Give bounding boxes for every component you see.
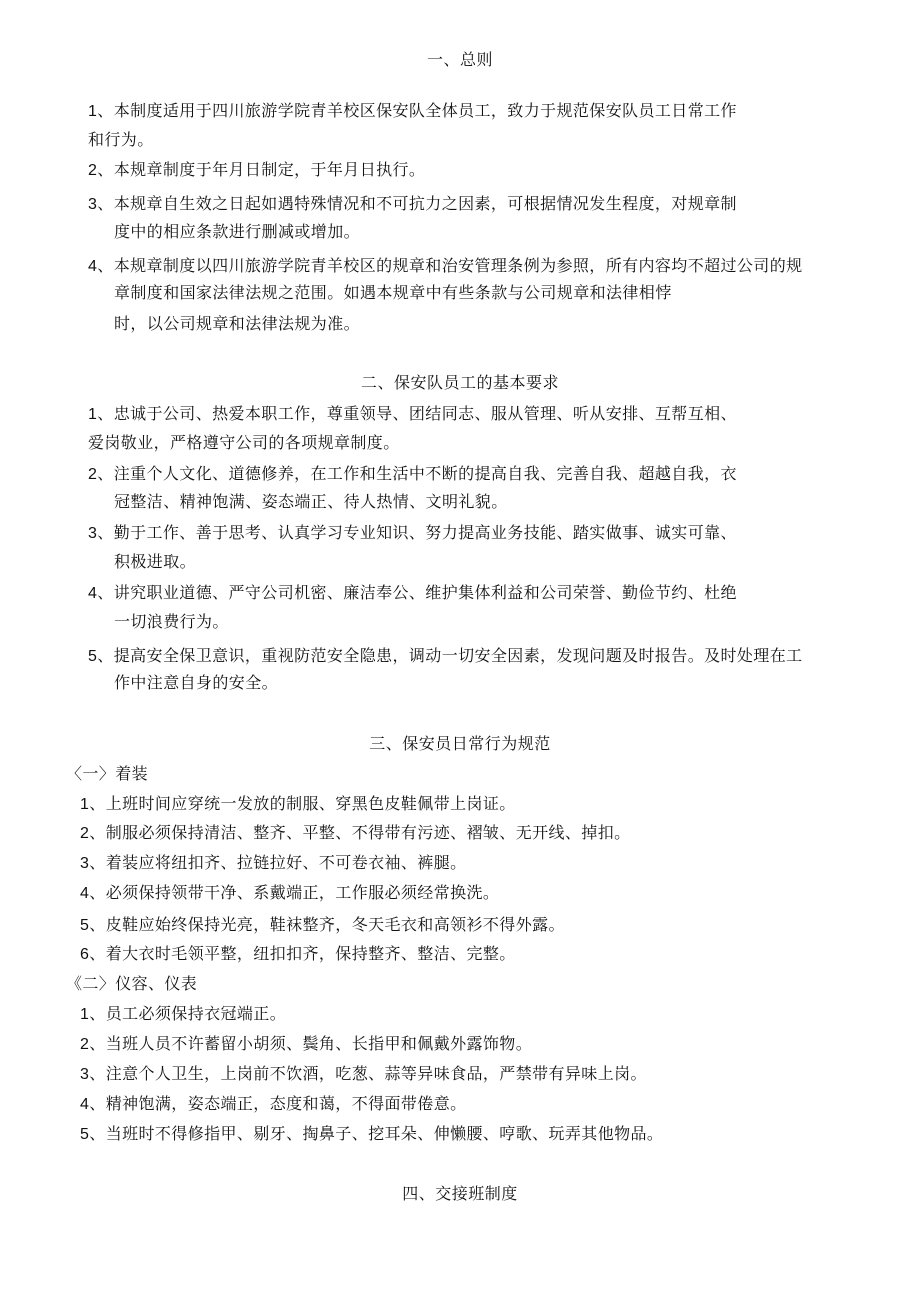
s3a-item-1-number: 1、 <box>80 796 106 813</box>
section-4-title: 四、交接班制度 <box>402 1184 518 1203</box>
s3b-item-1-number: 1、 <box>80 1006 106 1023</box>
section-1-title: 一、总则 <box>426 50 493 69</box>
s3a-item-6-number: 6、 <box>80 946 106 963</box>
s3b-item-2: 2、当班人员不许蓄留小胡须、鬓角、长指甲和佩戴外露饰物。 <box>80 1034 533 1053</box>
s2-item-5-line-2: 作中注意自身的安全。 <box>114 673 279 692</box>
s1-item-1-line-2: 和行为。 <box>88 130 154 149</box>
s2-item-1-number: 1、 <box>88 406 114 423</box>
s3b-item-5-number: 5、 <box>80 1126 106 1143</box>
s2-item-1-line-1: 1、忠诚于公司、热爱本职工作，尊重领导、团结同志、服从管理、听从安排、互帮互相、 <box>88 404 737 423</box>
s2-item-2-line-1: 2、注重个人文化、道德修养，在工作和生活中不断的提高自我、完善自我、超越自我，衣 <box>88 464 737 483</box>
s1-item-3-line-2: 度中的相应条款进行删减或增加。 <box>114 222 361 241</box>
s2-item-3-number: 3、 <box>88 525 114 542</box>
s3b-item-4-number: 4、 <box>80 1096 106 1113</box>
s2-item-3-line-1: 3、勤于工作、善于思考、认真学习专业知识、努力提高业务技能、踏实做事、诚实可靠、 <box>88 523 737 542</box>
s2-item-5-number: 5、 <box>88 648 114 665</box>
s3a-item-1: 1、上班时间应穿统一发放的制服、穿黑色皮鞋佩带上岗证。 <box>80 794 516 813</box>
s3b-item-2-number: 2、 <box>80 1036 106 1053</box>
s2-item-3-line-2: 积极进取。 <box>114 552 197 571</box>
s2-item-4-line-2: 一切浪费行为。 <box>114 612 229 631</box>
s3a-item-3: 3、着装应将纽扣齐、拉链拉好、不可卷衣袖、裤腿。 <box>80 853 467 872</box>
s1-item-4-line-1: 4、本规章制度以四川旅游学院青羊校区的规章和治安管理条例为参照，所有内容均不超过公司的规 <box>88 256 803 275</box>
s1-item-2-line-1: 2、本规章制度于年月日制定，于年月日执行。 <box>88 160 426 179</box>
s3b-item-1: 1、员工必须保持衣冠端正。 <box>80 1004 287 1023</box>
s3b-item-3: 3、注意个人卫生，上岗前不饮酒，吃葱、蒜等异味食品，严禁带有异味上岗。 <box>80 1064 647 1083</box>
s3a-item-4: 4、必须保持领带干净、系戴端正，工作服必须经常换洗。 <box>80 883 500 902</box>
s2-item-4-line-1: 4、讲究职业道德、严守公司机密、廉洁奉公、维护集体利益和公司荣誉、勤俭节约、杜绝 <box>88 583 737 602</box>
s3a-item-3-number: 3、 <box>80 855 106 872</box>
s3b-item-5: 5、当班时不得修指甲、剔牙、掏鼻子、挖耳朵、伸懒腰、哼歌、玩弄其他物品。 <box>80 1124 664 1143</box>
s1-item-3-number: 3、 <box>88 196 114 213</box>
s1-item-3-line-1: 3、本规章自生效之日起如遇特殊情况和不可抗力之因素，可根据情况发生程度，对规章制 <box>88 194 737 213</box>
s3a-item-6: 6、着大衣时毛领平整，纽扣扣齐，保持整齐、整洁、完整。 <box>80 944 516 963</box>
s1-item-2-number: 2、 <box>88 162 114 179</box>
s3b-item-3-number: 3、 <box>80 1066 106 1083</box>
subsection-2-title: 《二〉仪容、仪表 <box>66 974 198 993</box>
s3b-item-4: 4、精神饱满，姿态端正，态度和蔼，不得面带倦意。 <box>80 1094 467 1113</box>
s2-item-1-line-2: 爱岗敬业，严格遵守公司的各项规章制度。 <box>88 433 400 452</box>
s3a-item-2-number: 2、 <box>80 825 106 842</box>
s3a-item-5: 5、皮鞋应始终保持光亮，鞋袜整齐，冬天毛衣和高领衫不得外露。 <box>80 915 565 934</box>
s2-item-2-number: 2、 <box>88 466 114 483</box>
section-3-title: 三、保安员日常行为规范 <box>369 734 551 753</box>
s1-item-4-line-2: 章制度和国家法律法规之范围。如遇本规章中有些条款与公司规章和法律相悖 <box>114 283 672 302</box>
s2-item-5-line-1: 5、提高安全保卫意识，重视防范安全隐患，调动一切安全因素，发现问题及时报告。及时处理在工 <box>88 646 803 665</box>
s3a-item-4-number: 4、 <box>80 885 106 902</box>
subsection-1-title: 〈一〉着装 <box>66 764 149 783</box>
s1-item-4-number: 4、 <box>88 258 114 275</box>
s1-item-1-line-1: 1、本制度适用于四川旅游学院青羊校区保安队全体员工，致力于规范保安队员工日常工作 <box>88 101 737 120</box>
s3a-item-5-number: 5、 <box>80 917 106 934</box>
section-2-title: 二、保安队员工的基本要求 <box>360 373 559 392</box>
s2-item-2-line-2: 冠整洁、精神饱满、姿态端正、待人热情、文明礼貌。 <box>114 492 508 511</box>
s2-item-4-number: 4、 <box>88 585 114 602</box>
s1-item-4-line-3: 时，以公司规章和法律法规为准。 <box>114 314 361 333</box>
s3a-item-2: 2、制服必须保持清洁、整齐、平整、不得带有污迹、褶皱、无开线、掉扣。 <box>80 823 631 842</box>
s1-item-1-number: 1、 <box>88 103 114 120</box>
